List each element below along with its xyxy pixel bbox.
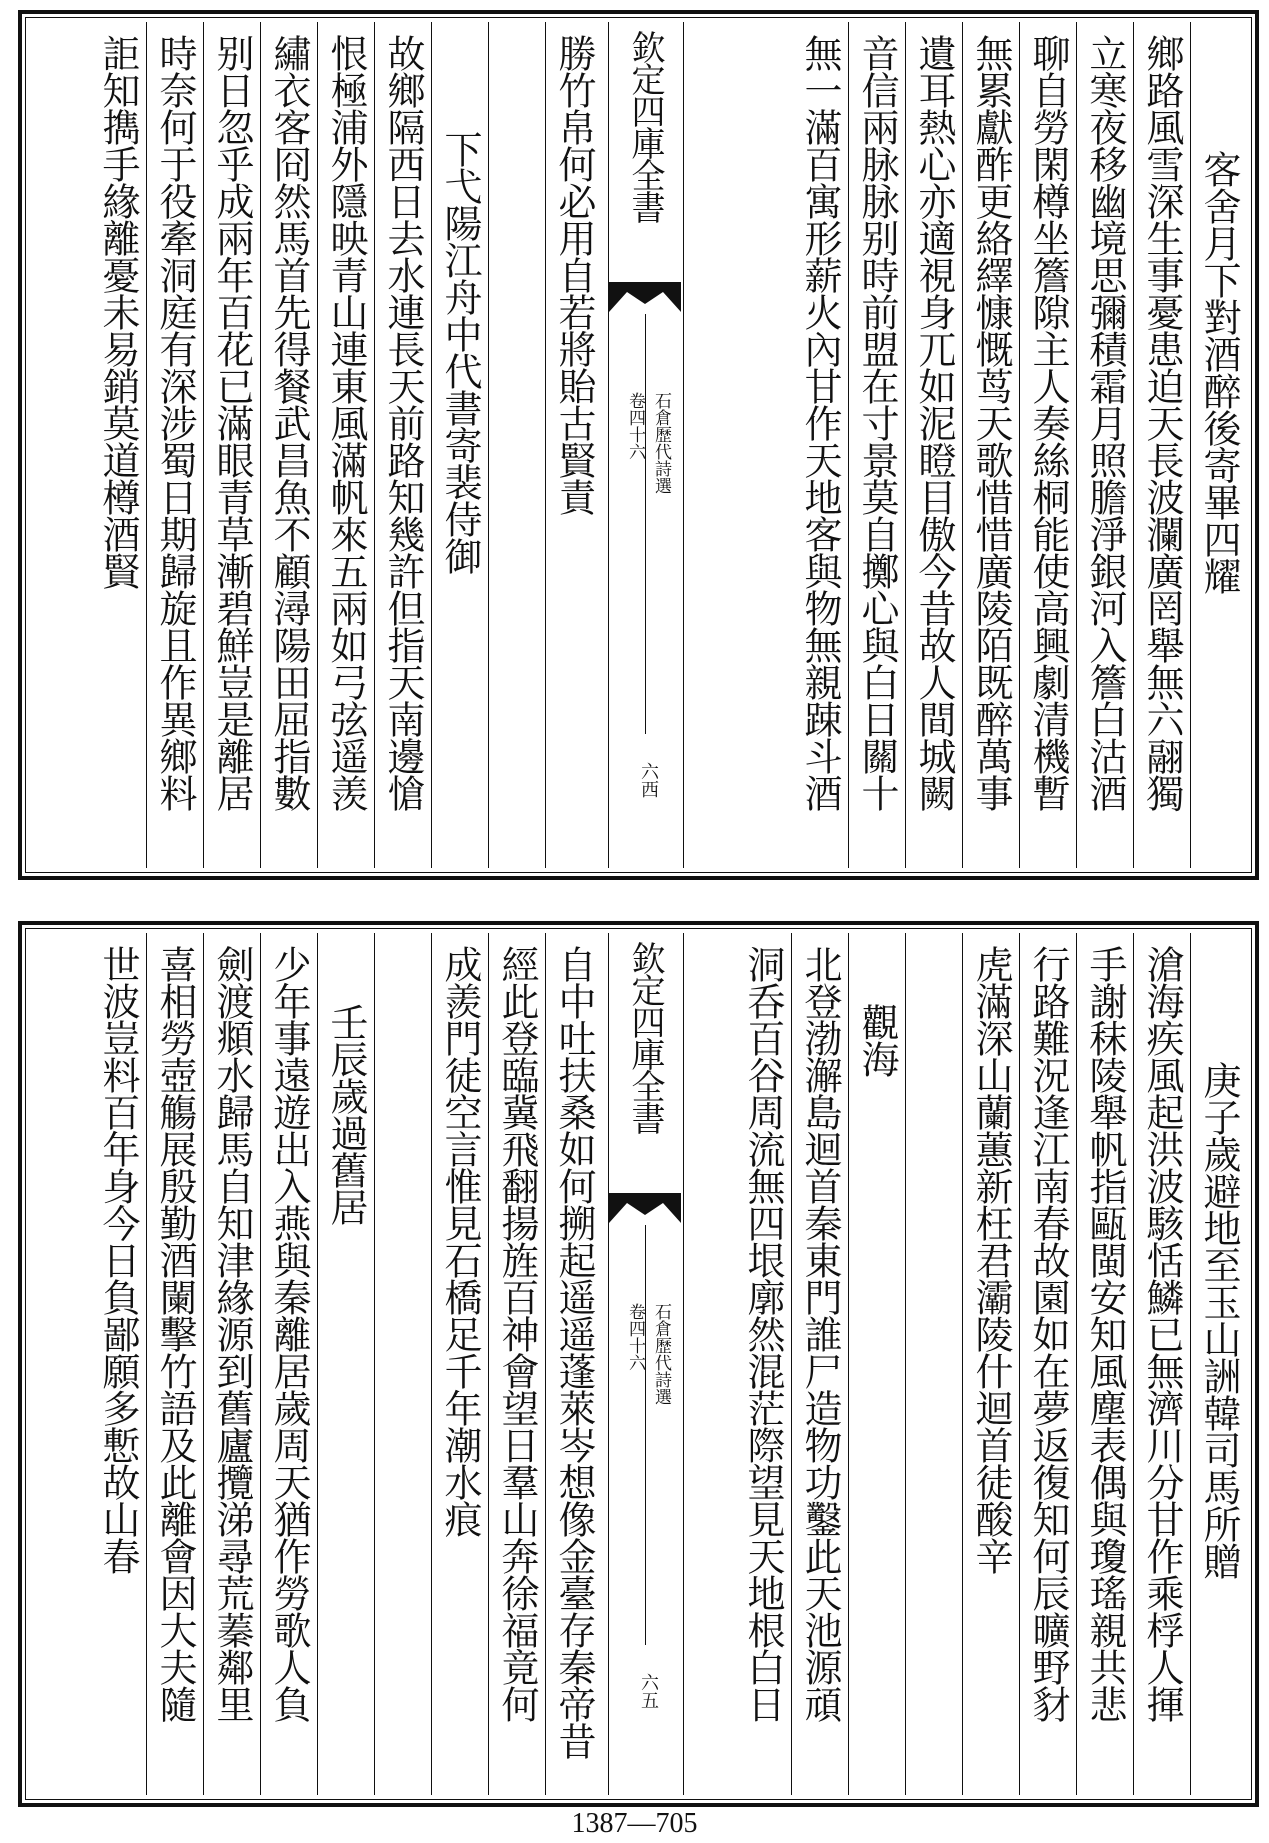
empty-column: [488, 22, 545, 868]
text-column: 喜相勞壺觴展殷勤酒闌擊竹語及此離會因大夫隨: [146, 933, 203, 1795]
fish-tail-mark-icon: [609, 282, 681, 312]
text-column: 虎滿深山蘭蕙新枉君灞陵什迴首徒酸辛: [962, 933, 1019, 1795]
text-column: 行路難況逢江南春故園如在夢返復知何辰曠野豺: [1019, 933, 1076, 1795]
text-column: 手謝秣陵舉帆指甌閩安知風塵表偶與瓊瑤親共悲: [1076, 933, 1133, 1795]
page-number: 六西: [638, 762, 659, 798]
volume-number: 卷四十六: [625, 392, 645, 460]
text-column: 恨極浦外隱映青山連東風滿帆來五兩如弓弦遥羡: [317, 22, 374, 868]
poem-title: 庚子歲避地至玉山詶韓司馬所贈: [1190, 933, 1247, 1795]
poem-title: 下弋陽江舟中代書寄裴侍御: [431, 22, 488, 868]
collection-name: 石倉歷代詩選: [651, 392, 671, 494]
center-gutter: [608, 933, 684, 1795]
gutter-subtitle: [617, 1303, 673, 1553]
text-column: 北登渤澥島迴首秦東門誰尸造物功鑿此天池源頑: [791, 933, 848, 1795]
bottom-page: [18, 921, 1259, 1807]
text-column: 繡衣客冏然馬首先得餐武昌魚不顧潯陽田屈指數: [260, 22, 317, 868]
poem-title: 客舍月下對酒醉後寄畢四耀: [1190, 22, 1247, 868]
top-left-half: [30, 22, 602, 868]
text-column: 遺耳熱心亦適視身兀如泥瞪目傲今昔故人間城闕: [905, 22, 962, 868]
page-footer-number: 1387—705: [571, 1808, 698, 1839]
center-gutter: [608, 22, 684, 868]
empty-column: [905, 933, 962, 1795]
text-column: 世波豈料百年身今日負鄙願多慙故山春: [96, 945, 140, 1574]
text-column: 無累獻酢更絡繹慷慨茑天歌惜惜廣陵陌既醉萬事: [962, 22, 1019, 868]
text-column: 别日忽乎成兩年百花已滿眼青草漸碧鮮豈是離居: [203, 22, 260, 868]
text-column: 鄉路風雪深生事憂患迫天長波瀾廣罔舉無六翮獨: [1133, 22, 1190, 868]
top-page: [18, 10, 1259, 880]
text-column: 立寒夜移幽境思彌積霜月照膽淨銀河入簷白沽酒: [1076, 22, 1133, 868]
text-column: 勝竹帛何必用自若將貽古賢責: [545, 22, 602, 868]
text-column: 自中吐扶桑如何搠起遥遥蓬萊岑想像金臺存秦帝昔: [545, 933, 602, 1795]
text-column: 滄海疾風起洪波駭恬鱗已無濟川分甘作乘桴人揮: [1133, 933, 1190, 1795]
text-column: 洞呑百谷周流無四垠廓然混茫際望見天地根白日: [741, 945, 785, 1722]
text-column: 時奈何于役牽洞庭有深涉蜀日期歸旋且作異鄉料: [146, 22, 203, 868]
book-title: 欽定四庫全書: [625, 30, 665, 222]
gutter-subtitle: [617, 392, 673, 642]
volume-number: 卷四十六: [625, 1303, 645, 1371]
empty-column: [374, 933, 431, 1795]
fish-tail-mark-icon: [609, 1193, 681, 1223]
text-column: 劍渡頫水歸馬自知津緣源到舊廬攬涕尋荒蓁鄰里: [203, 933, 260, 1795]
text-column: 故鄉隔西日去水連長天前路知幾許但指天南邊愴: [374, 22, 431, 868]
top-right-half: [675, 22, 1247, 868]
collection-name: 石倉歷代詩選: [651, 1303, 671, 1405]
text-column: 聊自勞閑樽坐簷隙主人奏絲桐能使高興劇清機暫: [1019, 22, 1076, 868]
poem-title: 壬辰歲過舊居: [317, 933, 374, 1795]
text-column: 成羨門徒空言惟見石橋足千年潮水痕: [431, 933, 488, 1795]
bottom-left-half: [30, 933, 602, 1795]
page-number: 六五: [638, 1673, 659, 1709]
poem-title: 觀海: [848, 933, 905, 1795]
text-column: 經此登臨冀飛翻揚旌百神會望日羣山奔徐福竟何: [488, 933, 545, 1795]
text-column: 音信兩脉脉别時前盟在寸景莫自擲心與白日關十: [848, 22, 905, 868]
text-column: 無一滿百寓形薪火內甘作天地客與物無親踈斗酒: [798, 34, 842, 811]
text-column: 少年事遠遊出入燕與秦離居歲周天猶作勞歌人負: [260, 933, 317, 1795]
book-title: 欽定四庫全書: [625, 941, 665, 1133]
bottom-right-half: [675, 933, 1247, 1795]
text-column: 詎知擕手緣離憂未易銷莫道樽酒賢: [96, 34, 140, 589]
